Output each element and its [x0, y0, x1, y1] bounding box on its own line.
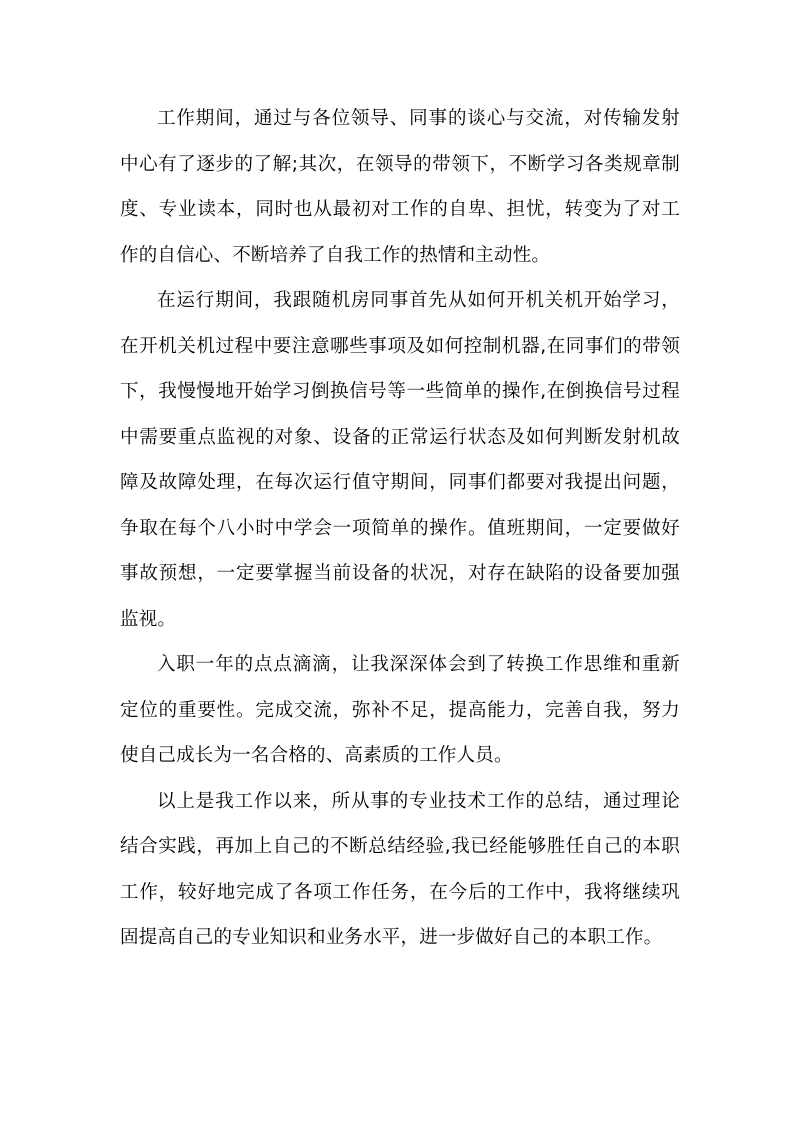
paragraph-summary: 以上是我工作以来，所从事的专业技术工作的总结，通过理论结合实践，再加上自己的不断总结经验,我已经能够胜任自己的本职工作，较好地完成了各项工作任务，在今后的工作中，我将继续巩固提高自己的专业知识和业务水平，进一步做好自己的本职工作。: [120, 790, 680, 948]
paragraph-work-period: 工作期间，通过与各位领导、同事的谈心与交流，对传输发射中心有了逐步的了解;其次，在领导的带领下，不断学习各类规章制度、专业读本，同时也从最初对工作的自卑、担忧，转变为了对工作的自信心、不断培养了自我工作的热情和主动性。: [120, 108, 680, 266]
paragraph-operation-period: 在运行期间，我跟随机房同事首先从如何开机关机开始学习，在开机关机过程中要注意哪些事项及如何控制机器,在同事们的带领下，我慢慢地开始学习倒换信号等一些简单的操作,在倒换信号过程中需要重点监视的对象、设备的正常运行状态及如何判断发射机故障及故障处理，在每次运行值守期间，同事们都要对我提出问题，争取在每个八小时中学会一项简单的操作。值班期间，一定要做好事故预想，一定要掌握当前设备的状况，对存在缺陷的设备要加强监视。: [120, 290, 680, 630]
paragraph-one-year-reflection: 入职一年的点点滴滴，让我深深体会到了转换工作思维和重新定位的重要性。完成交流，弥补不足，提高能力，完善自我，努力使自己成长为一名合格的、高素质的工作人员。: [120, 654, 680, 766]
document-body: [120, 96, 680, 961]
